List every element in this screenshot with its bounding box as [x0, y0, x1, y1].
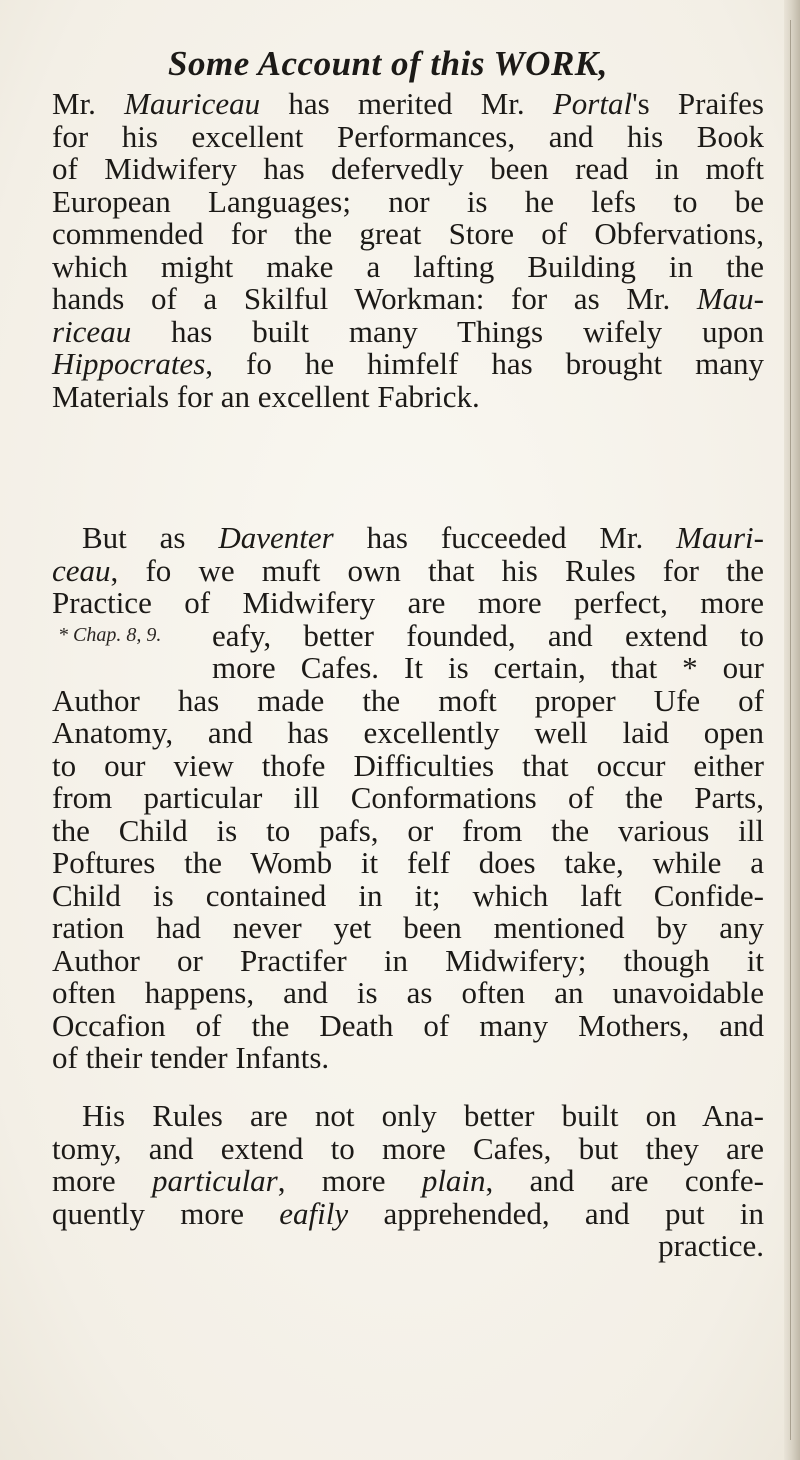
- text-run: quently more: [52, 1195, 280, 1231]
- text-run: Materials for an excellent Fabrick.: [52, 378, 480, 414]
- running-header: Some Account of this WORK,: [168, 44, 608, 83]
- text-line: [52, 812, 764, 848]
- text-run: , and are confe-: [485, 1163, 764, 1198]
- text-run: Anatomy, and has excellently well laid open: [52, 715, 764, 750]
- text-line: [52, 552, 764, 588]
- italic-run: particular: [152, 1163, 278, 1198]
- text-line: [52, 1165, 764, 1198]
- text-line: [52, 782, 764, 815]
- text-line: [52, 348, 764, 381]
- text-run: for his excellent Performances, and his Book: [52, 118, 764, 154]
- text-line: [52, 877, 764, 913]
- text-run: of their tender Infants.: [52, 1040, 330, 1075]
- text-line: [52, 313, 764, 349]
- italic-run: eafily: [279, 1195, 349, 1231]
- italic-run: Mauri-: [676, 520, 764, 555]
- text-line: [52, 1195, 764, 1231]
- text-run: Occafion of the Death of many Mothers, and: [52, 1007, 764, 1043]
- text-line: [52, 747, 764, 783]
- text-line: [52, 153, 764, 186]
- text-run: eafy, better founded, and extend to: [212, 617, 764, 653]
- text-line: [52, 717, 764, 750]
- text-run: has built many Things wifely upon: [131, 313, 764, 349]
- text-line: [52, 942, 764, 978]
- text-run: practice.: [658, 1228, 764, 1263]
- text-line: [52, 218, 764, 251]
- italic-run: Daventer: [218, 520, 334, 555]
- margin-note: * Chap. 8, 9.: [58, 624, 162, 646]
- text-run: Poftures the Womb it felf does take, while a: [52, 845, 764, 880]
- italic-run: Mauriceau: [124, 86, 261, 121]
- text-run: has merited Mr.: [260, 86, 553, 121]
- text-run: more Cafes. It is certain, that * our: [212, 650, 764, 685]
- italic-run: Hippocrates: [52, 346, 206, 381]
- text-line: [52, 1230, 764, 1263]
- text-run: to our view thofe Difficulties that occur either: [52, 747, 764, 783]
- text-line: [52, 522, 764, 555]
- text-line: [52, 1042, 764, 1075]
- text-run: of Midwifery has defervedly been read in moft: [52, 151, 764, 186]
- text-line: [52, 617, 764, 653]
- italic-run: Portal: [552, 86, 633, 121]
- paragraph-1: [52, 88, 764, 413]
- text-line: [52, 1007, 764, 1043]
- text-line: [52, 1130, 764, 1166]
- text-run: 's Praifes: [632, 86, 764, 121]
- text-run: apprehended, and put in: [348, 1195, 764, 1231]
- text-line: [52, 88, 764, 121]
- text-run: , more: [277, 1163, 422, 1198]
- text-run: tomy, and extend to more Cafes, but they are: [52, 1130, 764, 1166]
- text-run: Author or Practifer in Midwifery; though it: [52, 942, 764, 978]
- paragraph-2: [52, 522, 764, 1075]
- page-edge: [784, 0, 800, 1460]
- text-run: ration had never yet been mentioned by any: [52, 910, 764, 945]
- text-run: But as: [82, 520, 219, 555]
- text-line: [52, 248, 764, 284]
- text-run: His Rules are not only better built on Ana-: [82, 1098, 764, 1133]
- text-run: Author has made the moft proper Ufe of: [52, 682, 764, 718]
- text-run: Child is contained in it; which laft Confide-: [52, 877, 764, 913]
- text-line: [52, 118, 764, 154]
- text-line: [52, 378, 764, 414]
- italic-run: Mau-: [696, 281, 764, 316]
- text-line: [52, 682, 764, 718]
- text-run: , fo he himfelf has brought many: [205, 346, 764, 381]
- text-run: often happens, and is as often an unavoidable: [52, 975, 764, 1010]
- text-run: the Child is to pafs, or from the various ill: [52, 812, 764, 848]
- text-run: Practice of Midwifery are more perfect, more: [52, 585, 764, 620]
- text-run: has fucceeded Mr.: [333, 520, 677, 555]
- text-run: hands of a Skilful Workman: for as Mr.: [52, 281, 697, 316]
- text-line: [52, 912, 764, 945]
- text-line: [52, 977, 764, 1010]
- text-run: , fo we muft own that his Rules for the: [110, 552, 764, 588]
- text-line: [52, 1100, 764, 1133]
- italic-run: plain: [421, 1163, 486, 1198]
- text-line: [52, 587, 764, 620]
- text-line: [52, 652, 764, 685]
- text-run: European Languages; nor is he lefs to be: [52, 183, 764, 219]
- paragraph-3: [52, 1100, 764, 1263]
- text-run: which might make a lafting Building in the: [52, 248, 764, 284]
- text-run: commended for the great Store of Obfervations,: [52, 216, 764, 251]
- text-run: more: [52, 1163, 153, 1198]
- text-line: [52, 847, 764, 880]
- text-run: from particular ill Conformations of the Parts,: [52, 780, 764, 815]
- text-line: [52, 183, 764, 219]
- italic-run: riceau: [52, 313, 132, 349]
- italic-run: ceau: [52, 552, 111, 588]
- text-run: Mr.: [52, 86, 125, 121]
- text-line: [52, 283, 764, 316]
